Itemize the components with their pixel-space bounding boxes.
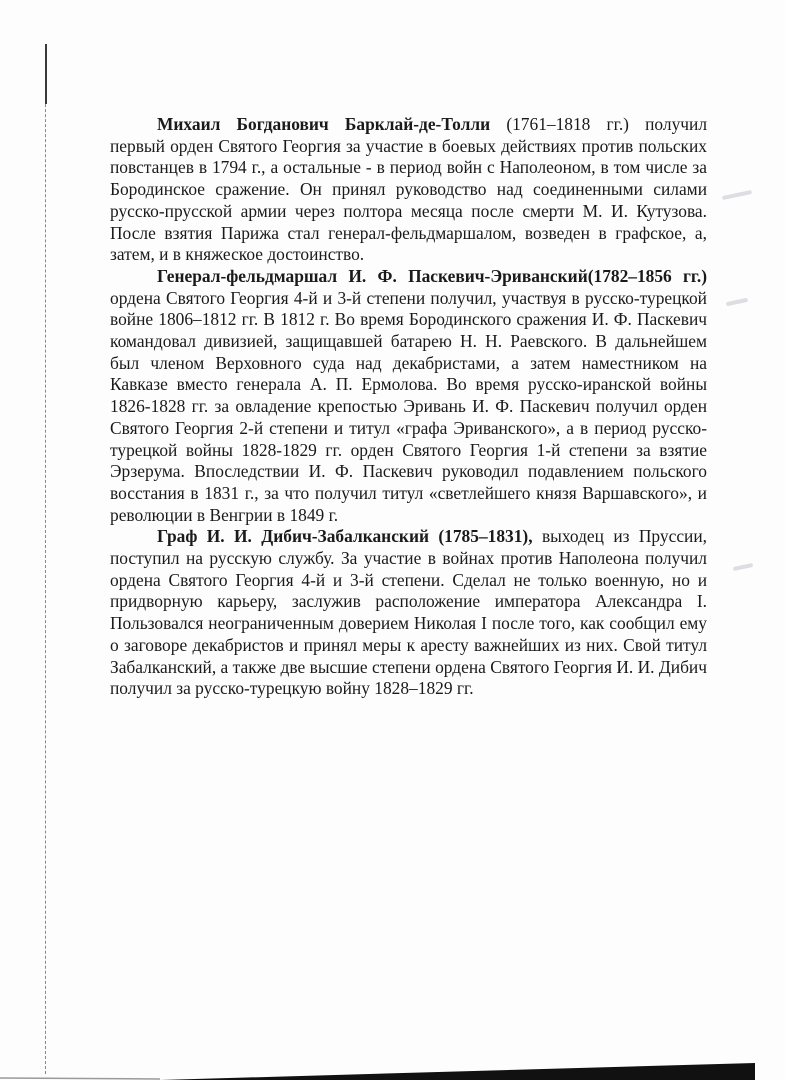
margin-binding-line-top bbox=[45, 44, 47, 104]
margin-binding-line bbox=[45, 44, 46, 1074]
person-name: Генерал-фельдмаршал И. Ф. Паскевич-Эриванский(1782–1856 гг.) bbox=[157, 265, 707, 286]
person-name: Михаил Богданович Барклай-де-Толли bbox=[157, 114, 491, 134]
scan-smudge bbox=[733, 563, 753, 571]
paragraph-text: (1761–1818 гг.) получил первый орден Святого Георгия за участие в боевых действиях против польских повстанцев в 1794 г., а остальные - в период войн с Наполеоном, в том числе за Бородинское сражение. Он принял руководство над соединенными силами русско-прусской армии через полтора месяца после смерти М. И. Кутузова. После взятия Парижа стал генерал-фельдмаршалом, возведен в графское, а, затем, и в княжеское достоинство. bbox=[110, 114, 707, 265]
document-body bbox=[110, 114, 707, 700]
scan-smudge bbox=[726, 298, 748, 306]
scan-smudge bbox=[722, 190, 752, 200]
paragraph-paskevich bbox=[110, 266, 707, 526]
paragraph-text: выходец из Пруссии, поступил на русскую службу. За участие в войнах против Наполеона получил ордена Святого Георгия 4-й и 3-й степени. Сделал не только военную, но и придворную карьеру, заслужив расположение императора Александра I. Пользовался неограниченным доверием Николая I после того, как сообщил ему о заговоре декабристов и принял меры к аресту важнейших из них. Свой титул Забалканский, а также две высшие степени ордена Святого Георгия И. И. Дибич получил за русско-турецкую войну 1828–1829 гг. bbox=[110, 526, 707, 699]
person-name: Граф И. И. Дибич-Забалканский (1785–1831), bbox=[157, 526, 533, 547]
scan-bottom-edge bbox=[0, 1040, 785, 1080]
paragraph-text: ордена Святого Георгия 4-й и 3-й степени получил, участвуя в русско-турецкой войне 1806–1812 гг. В 1812 г. Во время Бородинского сражения И. Ф. Паскевич командовал дивизией, защищавшей батарею Н. Н. Раевского. В дальнейшем был членом Верховного суда над декабристами, а затем наместником на Кавказе вместо генерала А. П. Ермолова. Во время русско-иранской войны 1826-1828 гг. за овладение крепостью Эривань И. Ф. Паскевич получил орден Святого Георгия 2-й степени и титул «графа Эриванского», а в период русско-турецкой войны 1828-1829 гг. орден Святого Георгия 1-й степени за взятие Эрзерума. Впоследствии И. Ф. Паскевич руководил подавлением польского восстания в 1831 г., за что получил титул «светлейшего князя Варшавского», и революции в Венгрии в 1849 г. bbox=[110, 287, 707, 525]
paragraph-barclay-de-tolly bbox=[110, 114, 707, 266]
paragraph-dibich bbox=[110, 526, 707, 700]
